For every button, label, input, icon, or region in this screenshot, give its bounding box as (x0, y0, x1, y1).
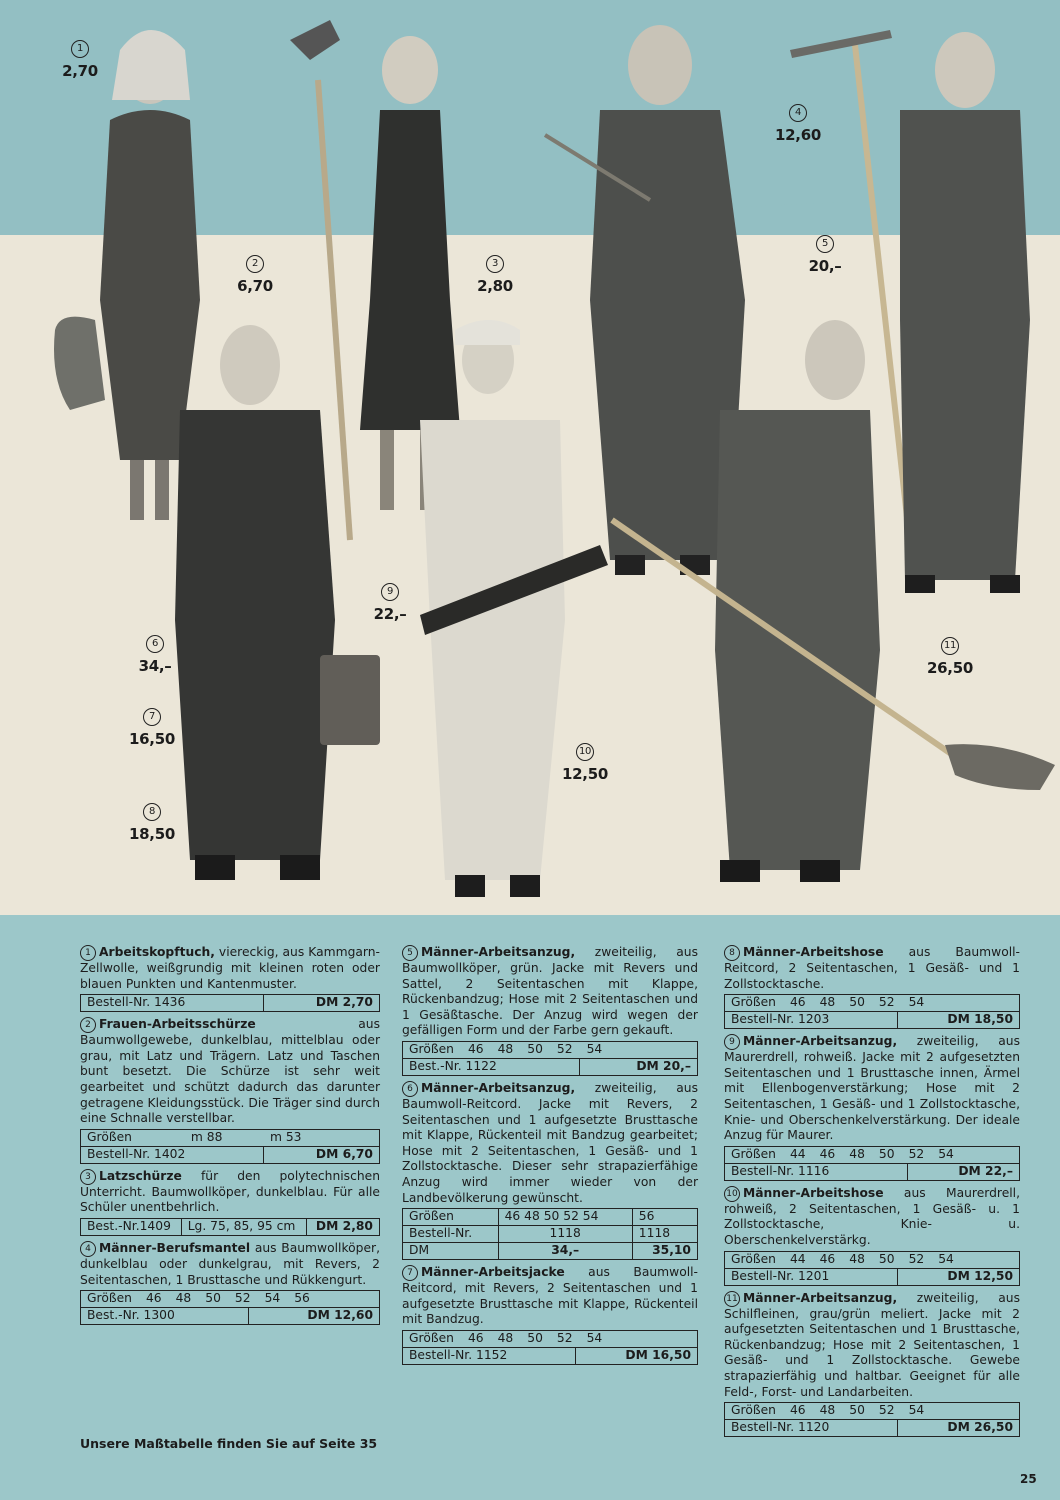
size-value: 54 (938, 1251, 954, 1266)
item-number-badge: 11 (724, 1291, 740, 1307)
item-name: Männer-Arbeitshose (743, 1185, 884, 1200)
order-table (724, 1402, 1020, 1437)
size-value: 54 (908, 1403, 925, 1418)
item-name: Arbeitskopftuch, (99, 945, 215, 959)
item-number-badge: 8 (724, 945, 740, 961)
item-number-badge: 4 (789, 104, 807, 122)
sizes-label: Größen (731, 1146, 776, 1161)
order-table (80, 1129, 380, 1164)
item-description: aus Baumwoll-Reitcord, 2 Seitentaschen, 1 Gesäß- und 1 Zollstocktasche. (724, 945, 1020, 991)
item-11 (724, 1291, 1020, 1438)
order-number: Bestell-Nr. 1201 (725, 1268, 898, 1285)
sizes-row (725, 1403, 1020, 1420)
size-value: 50 (527, 1042, 543, 1057)
order-table (402, 1208, 698, 1260)
item-4 (80, 1241, 380, 1325)
item-number-badge: 1 (80, 945, 96, 961)
sizes-row (725, 995, 1020, 1012)
item-name: Männer-Arbeitsjacke (421, 1265, 565, 1280)
order-table (80, 1290, 380, 1325)
size-value: 52 (556, 1331, 573, 1346)
size-value: 44 (789, 1251, 806, 1266)
size-value: 50 (527, 1331, 543, 1346)
item-name: Latzschürze (99, 1168, 182, 1183)
size-table-note: Unsere Maßtabelle finden Sie auf Seite 35 (80, 1436, 378, 1451)
photo-price: 6,70 (237, 277, 273, 295)
item-number-badge: 10 (576, 743, 594, 761)
size-extra: 56 (632, 1209, 697, 1226)
photo-price: 34,– (138, 657, 172, 675)
model-woman-headscarf (54, 30, 200, 520)
sizes-label: Größen (403, 1209, 499, 1226)
order-price: DM 12,60 (248, 1308, 379, 1325)
order-table (724, 994, 1020, 1029)
sizes-row (725, 1146, 1020, 1163)
order-number: Bestell-Nr. 1120 (725, 1420, 898, 1437)
photo-price: 20,– (808, 257, 842, 275)
order-table (80, 994, 380, 1012)
size-value: 46 (819, 1146, 836, 1161)
order-price: DM 26,50 (897, 1420, 1019, 1437)
sizes-label: Größen (731, 995, 776, 1010)
photo-price: 2,80 (477, 277, 513, 295)
order-table (724, 1251, 1020, 1286)
order-price: DM 2,80 (307, 1218, 380, 1235)
apron-lengths: Lg. 75, 85, 95 cm (181, 1218, 306, 1235)
description-column-3 (724, 945, 1020, 1442)
item-number-badge: 6 (402, 1081, 418, 1097)
size-value: 52 (908, 1251, 925, 1266)
item-description: aus Baumwoll-Reitcord, mit Revers, 2 Seitentaschen und 1 aufgesetzte Brusttasche mit Klappe, Rückenteil mit Bandzug. (402, 1265, 698, 1327)
item-number-badge: 1 (71, 40, 89, 58)
size-value: 48 (175, 1291, 192, 1306)
item-name: Männer-Arbeitsanzug, (421, 945, 576, 959)
order-number: Best.-Nr. 1122 (403, 1058, 580, 1075)
photo-price: 16,50 (129, 730, 175, 748)
order-number: Bestell-Nr. 1116 (725, 1163, 908, 1180)
item-name: Männer-Arbeitshose (743, 945, 884, 959)
item-number-badge: 2 (80, 1017, 96, 1033)
size-value: 46 (145, 1291, 162, 1306)
order-table (80, 1218, 380, 1236)
size-value: 50 (205, 1291, 221, 1306)
order-number: Bestell-Nr. 1402 (81, 1146, 264, 1163)
item-9 (724, 1034, 1020, 1181)
item-name: Männer-Berufsmantel (99, 1240, 251, 1255)
size-value: m 53 (264, 1129, 380, 1146)
size-value: 56 (294, 1291, 310, 1306)
photo-label-6 (125, 635, 185, 675)
order-number: 1118 (632, 1226, 697, 1243)
order-price: 34,– (498, 1243, 632, 1260)
size-value: 48 (819, 1403, 836, 1418)
photo-label-7 (122, 708, 182, 748)
sizes-row (403, 1330, 698, 1347)
order-table (402, 1330, 698, 1365)
size-value: 46 (819, 1251, 836, 1266)
item-number-badge: 8 (143, 803, 161, 821)
photo-label-4 (768, 104, 828, 144)
size-value: 52 (878, 1403, 895, 1418)
size-value: 50 (849, 1403, 865, 1418)
order-price: 35,10 (632, 1243, 697, 1260)
item-number-badge: 10 (724, 1186, 740, 1202)
photo-label-11 (920, 637, 980, 677)
item-name: Frauen-Arbeitsschürze (99, 1017, 256, 1032)
order-number: 1118 (498, 1226, 632, 1243)
page-number: 25 (1020, 1472, 1037, 1486)
size-value: 50 (878, 1146, 895, 1161)
size-value: 54 (586, 1042, 603, 1057)
photo-price: 26,50 (927, 659, 973, 677)
size-value: 52 (878, 995, 895, 1010)
sizes-row (403, 1041, 698, 1058)
size-value: 50 (849, 995, 865, 1010)
order-number: Best.-Nr.1409 (81, 1218, 182, 1235)
item-number-badge: 11 (941, 637, 959, 655)
order-price: DM 6,70 (264, 1146, 380, 1163)
size-value: 44 (789, 1146, 806, 1161)
sizes-label: Größen (87, 1291, 132, 1306)
sizes-row (725, 1251, 1020, 1268)
size-value: m 88 (185, 1129, 264, 1146)
size-value: 52 (556, 1042, 573, 1057)
photo-label-2 (225, 255, 285, 295)
size-value: 54 (938, 1146, 954, 1161)
size-value: 50 (878, 1251, 895, 1266)
item-number-badge: 3 (486, 255, 504, 273)
size-value: 48 (849, 1251, 865, 1266)
photo-label-9 (360, 583, 420, 623)
photo-label-1 (50, 40, 110, 80)
photo-price: 2,70 (62, 62, 98, 80)
item-description: aus Baumwollköper, dunkelblau oder dunkelgrau, mit Revers, 2 Seitentaschen, 1 Brusttasche und Rükkengurt. (80, 1240, 380, 1287)
photo-price: 18,50 (129, 825, 175, 843)
size-value: 48 (819, 995, 836, 1010)
item-name: Männer-Arbeitsanzug, (421, 1080, 576, 1095)
item-description: zweiteilig, aus Baumwoll-Reitcord. Jacke mit Revers, 2 Seitentaschen und 1 aufgesetzte Brusttasche mit Klappe, Rückenteil mit Bandzug gearbeitet; Hose mit 2 Seitentaschen, 1 Gesäß- und 1 Zollstocktasche. Dieser sehr strapazierfähige Anzug wird immer wieder von der Landbevölkerung gewünscht. (402, 1080, 698, 1205)
order-number: Bestell-Nr. 1152 (403, 1347, 576, 1364)
size-value: 46 (789, 995, 806, 1010)
size-value: 52 (908, 1146, 925, 1161)
item-1 (80, 945, 380, 1012)
sizes-label: Größen (81, 1129, 185, 1146)
photo-label-10 (555, 743, 615, 783)
item-number-badge: 2 (246, 255, 264, 273)
size-value: 54 (264, 1291, 281, 1306)
order-price: DM 16,50 (575, 1347, 697, 1364)
size-value: 46 (467, 1331, 484, 1346)
item-description: für den polytechnischen Unterricht. Baumwollköper, dunkelblau. Für alle Schüler unentbehrlich. (80, 1168, 380, 1215)
description-column-1 (80, 945, 380, 1330)
photo-label-5 (795, 235, 855, 275)
sizes-label: Größen (409, 1042, 454, 1057)
photo-price: 22,– (373, 605, 407, 623)
order-number: Bestell-Nr. 1436 (81, 995, 264, 1012)
item-number-badge: 5 (816, 235, 834, 253)
photo-label-8 (122, 803, 182, 843)
photo-price: 12,50 (562, 765, 608, 783)
item-name: Männer-Arbeitsanzug, (743, 1034, 898, 1049)
item-description: aus Baumwollgewebe, dunkelblau, mittelblau oder grau, mit Latz und Trägern. Latz und Taschen bunt besetzt. Die Schürze ist sehr weit gearbeitet und schützt dadurch das darunter getragene Kleidungsstück. Die Träger sind durch eine Schnalle verstellbar. (80, 1017, 380, 1126)
item-7 (402, 1265, 698, 1365)
size-value: 46 (467, 1042, 484, 1057)
item-3 (80, 1169, 380, 1236)
item-6 (402, 1081, 698, 1260)
sizes-label: Größen (731, 1403, 776, 1418)
model-man-dark-suit (175, 325, 380, 880)
item-description: viereckig, aus Kammgarn-Zellwolle, weißgrundig mit kleinen roten oder blauen Punkten und Kantenmuster. (80, 945, 380, 991)
item-description: zweiteilig, aus Baumwollköper, grün. Jacke mit Revers und Sattel, 2 Seitentaschen mit Klappe, Rückenbandzug; Hose mit 2 Seitentaschen und 1 Gesäßtasche. Der Anzug wird wegen der gefälligen Form und der Farbe gern gekauft. (402, 945, 698, 1038)
sizes-label: Größen (409, 1331, 454, 1346)
item-number-badge: 7 (143, 708, 161, 726)
order-label: Bestell-Nr. (403, 1226, 499, 1243)
size-value: 46 (789, 1403, 806, 1418)
size-value: 54 (586, 1331, 603, 1346)
item-number-badge: 3 (80, 1169, 96, 1185)
item-10 (724, 1186, 1020, 1286)
item-description: aus Maurerdrell, rohweiß, 2 Seitentaschen, 1 Gesäß- u. 1 Zollstocktasche, Knie- u. Oberschenkelverstärkg. (724, 1185, 1020, 1247)
photo-price: 12,60 (775, 126, 821, 144)
item-number-badge: 7 (402, 1265, 418, 1281)
order-table (724, 1146, 1020, 1181)
size-range: 46 48 50 52 54 (498, 1209, 632, 1226)
item-2 (80, 1017, 380, 1164)
size-value: 54 (908, 995, 925, 1010)
order-price: DM 22,– (908, 1163, 1020, 1180)
item-description: zweiteilig, aus Schilfleinen, grau/grün meliert. Jacke mit 2 aufgesetzten Seitentaschen und 1 Brusttasche, Rückenbandzug; Hose mit 2 Seitentaschen, 1 Gesäß- und 1 Zollstocktasche. Gewebe strapazierfähig und haltbar. Geeignet für alle Feld-, Forst- und Landarbeiten. (724, 1290, 1020, 1399)
item-number-badge: 9 (724, 1034, 740, 1050)
dm-label: DM (403, 1243, 499, 1260)
order-price: DM 12,50 (897, 1268, 1019, 1285)
description-column-2 (402, 945, 698, 1370)
item-5 (402, 945, 698, 1076)
size-value: 48 (497, 1042, 514, 1057)
order-price: DM 18,50 (897, 1012, 1019, 1029)
size-value: 48 (497, 1331, 514, 1346)
size-value: 52 (234, 1291, 251, 1306)
order-table (402, 1041, 698, 1076)
model-man-long-coat (545, 25, 745, 575)
order-number: Bestell-Nr. 1203 (725, 1012, 898, 1029)
item-8 (724, 945, 1020, 1029)
item-number-badge: 9 (381, 583, 399, 601)
item-number-badge: 5 (402, 945, 418, 961)
order-price: DM 20,– (579, 1058, 697, 1075)
item-name: Männer-Arbeitsanzug, (743, 1290, 898, 1305)
sizes-label: Größen (731, 1251, 776, 1266)
item-number-badge: 4 (80, 1241, 96, 1257)
order-number: Best.-Nr. 1300 (81, 1308, 249, 1325)
size-value: 48 (849, 1146, 865, 1161)
item-number-badge: 6 (146, 635, 164, 653)
order-price: DM 2,70 (264, 995, 380, 1012)
photo-label-3 (465, 255, 525, 295)
item-description: zweiteilig, aus Maurerdrell, rohweiß. Jacke mit 2 aufgesetzten Seitentaschen und 1 Brusttasche innen, Ärmel mit Ellenbogenverstärkung; Hose mit 2 Seitentaschen, 1 Gesäß- und 1 Zollstocktasche, Knie- und Oberschenkelverstärkung. Der ideale Anzug für Maurer. (724, 1034, 1020, 1143)
sizes-row (81, 1291, 380, 1308)
